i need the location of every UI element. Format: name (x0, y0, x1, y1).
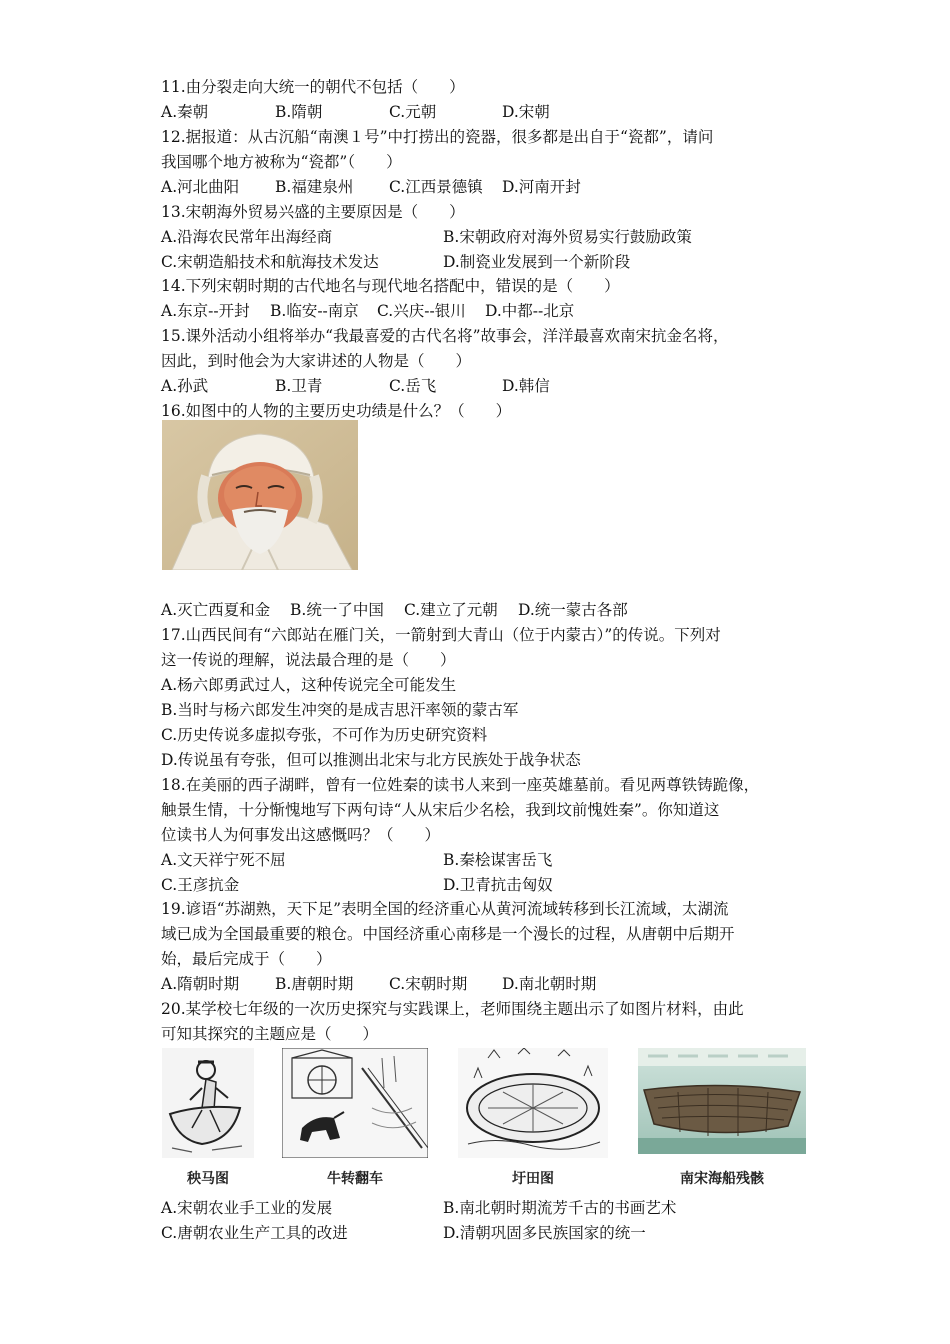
q20-stem-line-1: 20.某学校七年级的一次历史探究与实践课上，老师围绕主题出示了如图片材料，由此 (161, 1000, 744, 1018)
q14-option-c[interactable]: C.兴庆--银川 (377, 302, 466, 320)
genghis-khan-portrait (162, 420, 358, 570)
q17-option-a[interactable]: A.杨六郎勇武过人，这种传说完全可能发生 (161, 676, 457, 694)
q17-stem-line-2: 这一传说的理解，说法最合理的是（ ） (161, 651, 456, 669)
q15-option-c[interactable]: C.岳飞 (389, 377, 437, 395)
q13-stem: 13.宋朝海外贸易兴盛的主要原因是（ ） (161, 203, 465, 221)
q19-option-d[interactable]: D.南北朝时期 (502, 975, 597, 993)
q15-option-b[interactable]: B.卫青 (275, 377, 323, 395)
q13-option-b[interactable]: B.宋朝政府对海外贸易实行鼓励政策 (443, 228, 692, 246)
q19-stem-line-3: 始，最后完成于（ ） (161, 950, 332, 968)
q13-option-a[interactable]: A.沿海农民常年出海经商 (161, 228, 333, 246)
q16-option-d[interactable]: D.统一蒙古各部 (518, 601, 628, 619)
q12-option-b[interactable]: B.福建泉州 (275, 178, 354, 196)
q11-stem: 11.由分裂走向大统一的朝代不包括（ ） (161, 78, 465, 96)
q15-stem-line-2: 因此，到时他会为大家讲述的人物是（ ） (161, 352, 472, 370)
q20-option-c[interactable]: C.唐朝农业生产工具的改进 (161, 1224, 348, 1242)
q19-stem-line-1: 19.谚语“苏湖熟，天下足”表明全国的经济重心从黄河流域转移到长江流域，太湖流 (161, 900, 729, 918)
southern-song-shipwreck-photo (638, 1048, 806, 1154)
q11-option-b[interactable]: B.隋朝 (275, 103, 323, 121)
q18-stem-line-2: 触景生情，十分惭愧地写下两句诗“人从宋后少名桧，我到坟前愧姓秦”。你知道这 (161, 801, 720, 819)
q16-stem: 16.如图中的人物的主要历史功绩是什么？（ ） (161, 402, 512, 420)
q17-stem-line-1: 17.山西民间有“六郎站在雁门关，一箭射到大青山（位于内蒙古）”的传说。下列对 (161, 626, 721, 644)
q20-option-a[interactable]: A.宋朝农业手工业的发展 (161, 1199, 333, 1217)
q18-option-d[interactable]: D.卫青抗击匈奴 (443, 876, 553, 894)
q13-option-c[interactable]: C.宋朝造船技术和航海技术发达 (161, 253, 379, 271)
polder-field-illustration (458, 1048, 608, 1158)
caption-yangma: 秧马图 (187, 1171, 229, 1187)
q18-option-c[interactable]: C.王彦抗金 (161, 876, 240, 894)
q14-option-b[interactable]: B.临安--南京 (270, 302, 359, 320)
q12-option-d[interactable]: D.河南开封 (502, 178, 581, 196)
q12-stem-line-1: 12.据报道：从古沉船“南澳１号”中打捞出的瓷器，很多都是出自于“瓷都”，请问 (161, 128, 714, 146)
caption-polder-field: 圩田图 (512, 1171, 554, 1187)
q20-option-d[interactable]: D.清朝巩固多民族国家的统一 (443, 1224, 646, 1242)
q20-stem-line-2: 可知其探究的主题应是（ ） (161, 1025, 379, 1043)
q12-option-c[interactable]: C.江西景德镇 (389, 178, 483, 196)
q14-option-d[interactable]: D.中都--北京 (485, 302, 575, 320)
q14-option-a[interactable]: A.东京--开封 (161, 302, 250, 320)
q11-option-a[interactable]: A.秦朝 (161, 103, 209, 121)
q17-option-c[interactable]: C.历史传说多虚拟夸张，不可作为历史研究资料 (161, 726, 488, 744)
q16-option-a[interactable]: A.灭亡西夏和金 (161, 601, 271, 619)
q18-option-a[interactable]: A.文天祥宁死不屈 (161, 851, 286, 869)
q15-stem-line-1: 15.课外活动小组将举办“我最喜爱的古代名将”故事会，洋洋最喜欢南宋抗金名将， (161, 327, 729, 345)
caption-ox-waterwheel: 牛转翻车 (327, 1171, 383, 1187)
q16-option-b[interactable]: B.统一了中国 (290, 601, 384, 619)
q18-stem-line-3: 位读书人为何事发出这感慨吗？（ ） (161, 826, 441, 844)
q11-option-d[interactable]: D.宋朝 (502, 103, 550, 121)
q17-option-b[interactable]: B.当时与杨六郎发生冲突的是成吉思汗率领的蒙古军 (161, 701, 519, 719)
yangma-illustration (162, 1048, 254, 1158)
q12-option-a[interactable]: A.河北曲阳 (161, 178, 240, 196)
q15-option-d[interactable]: D.韩信 (502, 377, 550, 395)
q16-option-c[interactable]: C.建立了元朝 (404, 601, 498, 619)
q18-stem-line-1: 18.在美丽的西子湖畔，曾有一位姓秦的读书人来到一座英雄墓前。看见两尊铁铸跪像， (161, 776, 760, 794)
q18-option-b[interactable]: B.秦桧谋害岳飞 (443, 851, 553, 869)
q20-option-b[interactable]: B.南北朝时期流芳千古的书画艺术 (443, 1199, 677, 1217)
q19-option-c[interactable]: C.宋朝时期 (389, 975, 468, 993)
q19-option-b[interactable]: B.唐朝时期 (275, 975, 354, 993)
q19-stem-line-2: 域已成为全国最重要的粮仓。中国经济重心南移是一个漫长的过程，从唐朝中后期开 (161, 925, 735, 943)
q15-option-a[interactable]: A.孙武 (161, 377, 209, 395)
q14-stem: 14.下列宋朝时期的古代地名与现代地名搭配中，错误的是（ ） (161, 277, 620, 295)
q13-option-d[interactable]: D.制瓷业发展到一个新阶段 (443, 253, 631, 271)
q11-option-c[interactable]: C.元朝 (389, 103, 437, 121)
ox-waterwheel-illustration (282, 1048, 428, 1158)
q19-option-a[interactable]: A.隋朝时期 (161, 975, 240, 993)
q12-stem-line-2: 我国哪个地方被称为“瓷都”（ ） (161, 153, 402, 171)
q17-option-d[interactable]: D.传说虽有夸张，但可以推测出北宋与北方民族处于战争状态 (161, 751, 581, 769)
caption-shipwreck: 南宋海船残骸 (680, 1171, 764, 1187)
